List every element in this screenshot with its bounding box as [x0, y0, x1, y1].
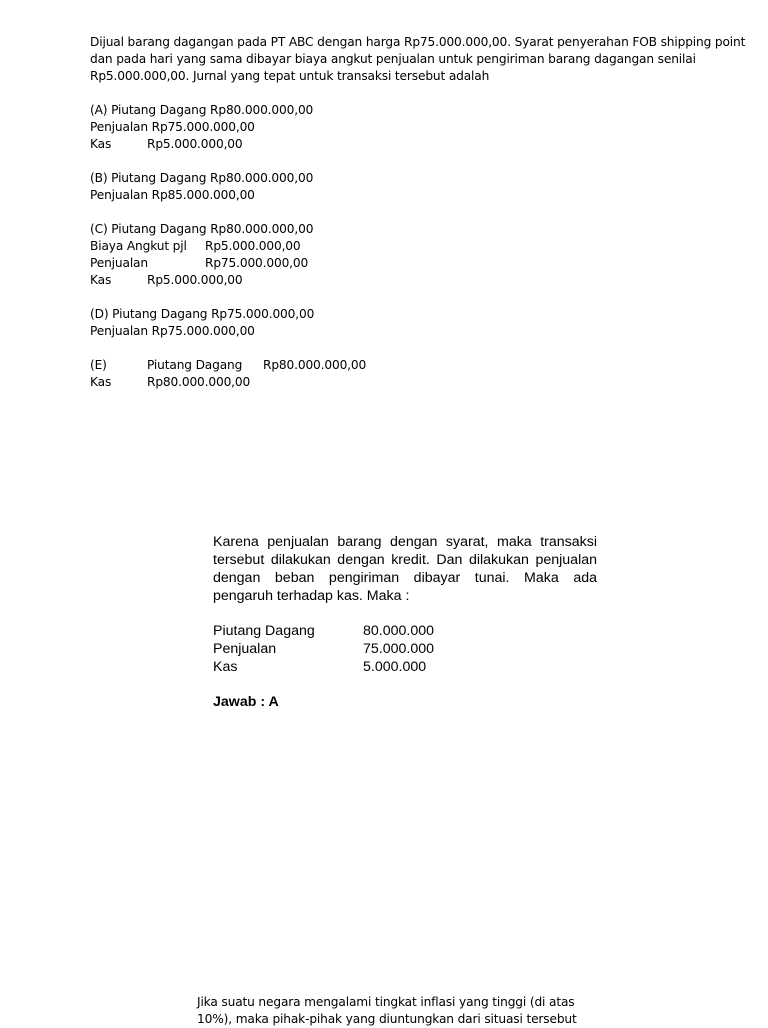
option-e-marker: (E)	[90, 358, 107, 372]
option-c-kas-amount: Rp5.000.000,00	[147, 273, 243, 287]
option-a-kas-label: Kas	[90, 137, 112, 151]
question-block	[90, 34, 758, 391]
option-a	[90, 102, 758, 153]
journal-row	[213, 658, 597, 676]
option-c-line-1: (C) Piutang Dagang Rp80.000.000,00	[90, 222, 314, 236]
option-c-penjualan-amount: Rp75.000.000,00	[205, 256, 309, 270]
journal-amount: 5.000.000	[363, 659, 427, 675]
option-c-penjualan-label: Penjualan	[90, 256, 148, 270]
next-question: Jika suatu negara mengalami tingkat inflasi yang tinggi (di atas 10%), maka pihak-pihak yang diuntungkan dari situasi tersebut	[197, 995, 577, 1026]
option-d-line-2: Penjualan Rp75.000.000,00	[90, 324, 255, 338]
answer-verdict: Jawab : A	[213, 694, 279, 710]
option-e-piutang-amount: Rp80.000.000,00	[263, 358, 367, 372]
option-c-kas-label: Kas	[90, 273, 112, 287]
answer-journal	[213, 622, 597, 676]
option-a-line-1: (A) Piutang Dagang Rp80.000.000,00	[90, 103, 314, 117]
option-d-line-1: (D) Piutang Dagang Rp75.000.000,00	[90, 307, 315, 321]
journal-amount: 75.000.000	[363, 641, 435, 657]
journal-amount: 80.000.000	[363, 623, 435, 639]
option-c	[90, 221, 758, 289]
option-c-biaya-label: Biaya Angkut pjl	[90, 239, 187, 253]
option-a-kas-amount: Rp5.000.000,00	[147, 137, 243, 151]
option-b	[90, 170, 758, 204]
journal-account: Kas	[213, 659, 238, 675]
option-e	[90, 357, 758, 391]
option-d	[90, 306, 758, 340]
option-c-biaya-amount: Rp5.000.000,00	[205, 239, 301, 253]
journal-account: Penjualan	[213, 641, 277, 657]
journal-row	[213, 640, 597, 658]
journal-row	[213, 622, 597, 640]
option-e-kas-amount: Rp80.000.000,00	[147, 375, 251, 389]
option-a-line-2: Penjualan Rp75.000.000,00	[90, 120, 255, 134]
question-stem: Dijual barang dagangan pada PT ABC dengan harga Rp75.000.000,00. Syarat penyerahan FOB shipping point dan pada hari yang sama dibayar biaya angkut penjualan untuk pengiriman barang dagangan senilai Rp5.000.000,00. Jurnal yang tepat untuk transaksi tersebut adalah	[90, 35, 746, 83]
answer-block	[213, 533, 597, 711]
option-e-kas-label: Kas	[90, 375, 112, 389]
option-e-piutang-label: Piutang Dagang	[147, 358, 243, 372]
option-b-line-1: (B) Piutang Dagang Rp80.000.000,00	[90, 171, 314, 185]
answer-explanation: Karena penjualan barang dengan syarat, maka transaksi tersebut dilakukan dengan kredit. Dan dilakukan penjualan dengan beban pengiriman dibayar tunai. Maka ada pengaruh terhadap kas. Maka :	[213, 534, 597, 604]
journal-account: Piutang Dagang	[213, 623, 315, 639]
option-b-line-2: Penjualan Rp85.000.000,00	[90, 188, 255, 202]
